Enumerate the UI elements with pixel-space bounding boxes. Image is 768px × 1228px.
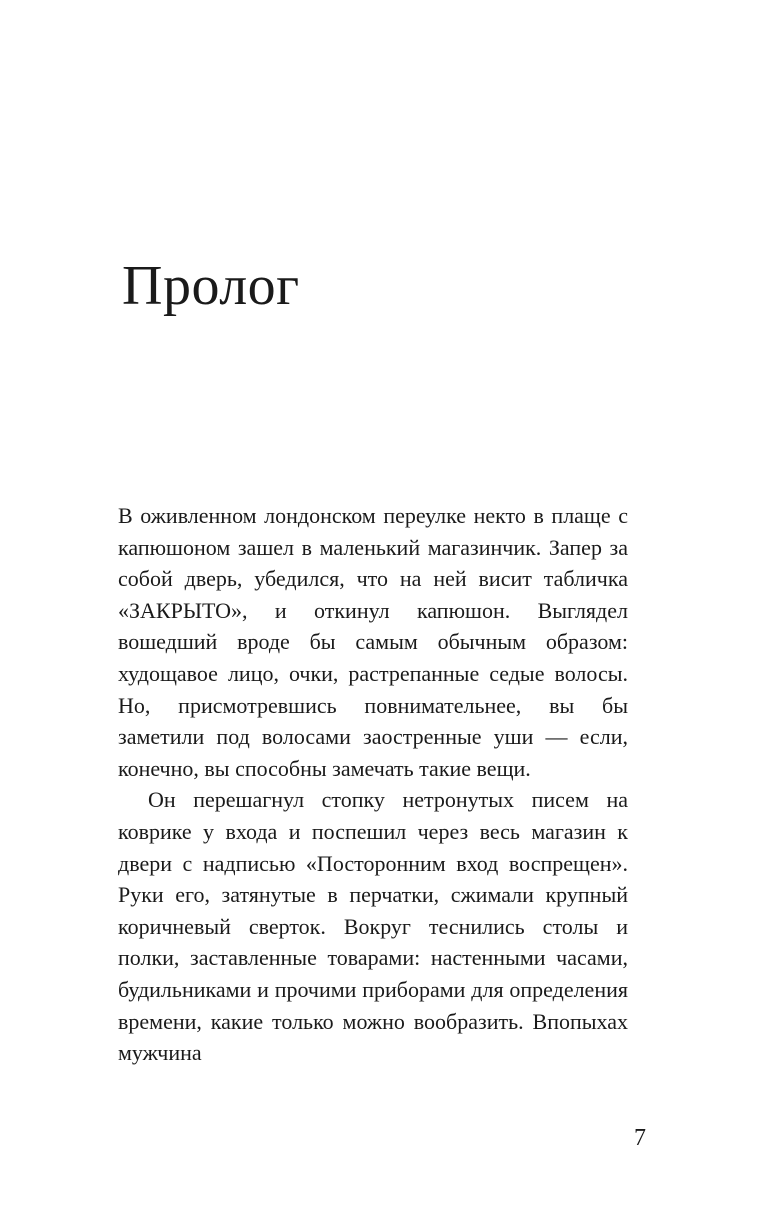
body-text (118, 500, 628, 1069)
chapter-title: Пролог (122, 255, 300, 317)
paragraph: Он перешагнул стопку нетронутых писем на коврике у входа и поспешил через весь магазин к двери с надписью «Посторонним вход воспрещен». Руки его, затянутые в перчатки, сжимали крупный коричневый сверток. Вокруг теснились столы и полки, заставленные товарами: настенными часами, будильниками и прочими приборами для определения времени, какие только можно вообразить. Впопыхах мужчина (118, 787, 628, 1066)
paragraph: В оживленном лондонском переулке некто в плаще с капюшоном зашел в маленький магазинчик. Запер за собой дверь, убедился, что на ней висит табличка «ЗАКРЫТО», и откинул капюшон. Выглядел вошедший вроде бы самым обычным образом: худощавое лицо, очки, растрепанные седые волосы. Но, присмотревшись повнимательнее, вы бы заметили под волосами заостренные уши — если, конечно, вы способны замечать такие вещи. (118, 503, 628, 781)
page-number: 7 (634, 1125, 646, 1151)
